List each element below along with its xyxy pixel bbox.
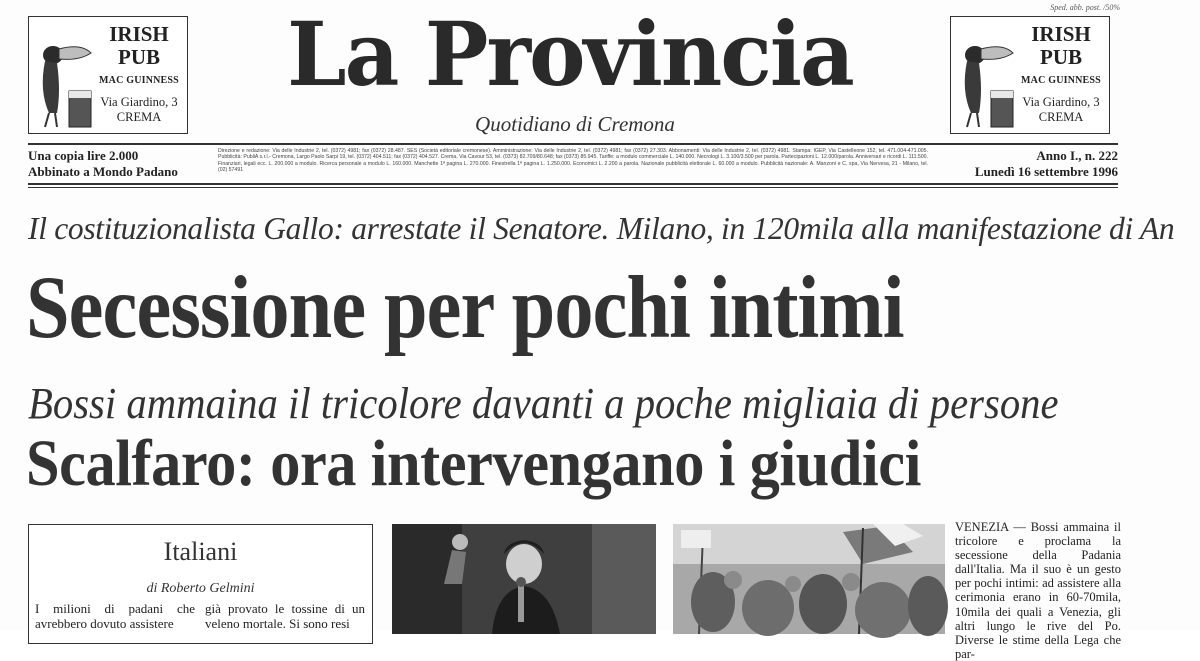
postal-note: Sped. abb. post. /50% bbox=[1050, 3, 1120, 12]
deck-headline[interactable]: Bossi ammaina il tricolore davanti a poche migliaia di persone bbox=[28, 379, 1059, 428]
editorial-author: di Roberto Gelmini bbox=[146, 581, 255, 596]
main-headline[interactable]: Secessione per pochi intimi bbox=[26, 259, 904, 357]
ad-box-right[interactable] bbox=[950, 16, 1110, 134]
ad-address: Via Giardino, 3 CREMA bbox=[1022, 95, 1100, 124]
rule-divider bbox=[28, 187, 1118, 188]
imprint-text: Direzione e redazione: Via delle Industrie 2, tel. (0372) 4981; fax (0372) 28.487. SES (Società editoriale cremonese). Amministrazione: Via delle Industrie 2, tel. (0372) 4981; fax (0372) 27.303. Abbonamenti: Via delle Industrie 2, tel. (0372) 4981. Stampa: IGEP, Via Castelleone 152, tel. 471.004-471.005. Pubblicità: PubliA s.r.l.- Cremona, Largo Paolo Sarpi 19, tel. (0372) 404.511; fax (0372) 404.527. Crema, Via Cavour 53, tel. (0373) 82.709/80.648; fax (0373) 85.945. Tariffe: a modulo commerciale L. 140.000. Necrologi L. 3.100/3.500 per parola. Partecipazioni L. 12.000/parola. Anniversari e ricordi L. 111.500. Finanziari, legali ecc. L. 200.000 a modulo. Ricerca personale a modulo L. 160.000. Manchette 1ª pagina L. 270.000. Finestrella 1ª pagina L. 1.250.000. Economici L. 2.200 a parola. Nazionale pubblicità elettorale L. 60.000 a modulo. Pubblicità nazionale: A. Manzoni e C. spa, Via Nervesa, 21 - Milano, tel. (02) 57491 bbox=[218, 148, 928, 174]
rule-divider bbox=[28, 183, 1118, 185]
speaker-image bbox=[392, 524, 656, 634]
toucan-glass-icon bbox=[33, 31, 97, 131]
second-headline[interactable]: Scalfaro: ora intervengano i giudici bbox=[26, 427, 921, 500]
article-lead[interactable]: VENEZIA — Bossi ammaina il tricolore e proclama la secessione della Padania dall'Italia. Ma il suo è un gesto per pochi intimi: ad assistere alla cerimonia erano in 60-70mila, 10mila dei quali a Venezia, gli altri lungo le rive del Po. Diverse le stime della Lega che par- bbox=[955, 520, 1121, 661]
issue-info: Anno I., n. 222 Lunedì 16 settembre 1996 bbox=[974, 148, 1118, 179]
editorial-title: Italiani bbox=[163, 537, 238, 566]
toucan-glass-icon bbox=[955, 31, 1019, 131]
photo-crowd[interactable] bbox=[673, 524, 945, 634]
masthead-subtitle: Quotidiano di Cremona bbox=[475, 112, 675, 136]
ad-brand: MAC GUINNESS bbox=[1021, 75, 1101, 86]
editorial-column: I milioni di padani che avrebbero dovuto assistere bbox=[35, 601, 195, 631]
editorial-column: già provato le tossine di un veleno mortale. Si sono resi bbox=[205, 601, 365, 631]
ad-title: IRISH PUB bbox=[109, 22, 169, 69]
ad-brand: MAC GUINNESS bbox=[99, 75, 179, 86]
masthead-title[interactable]: La Provincia bbox=[287, 2, 853, 106]
kicker-headline[interactable]: Il costituzionalista Gallo: arrestate il Senatore. Milano, in 120mila alla manifestazione di An bbox=[28, 211, 1175, 246]
editorial-box[interactable] bbox=[28, 524, 373, 644]
price-info: Una copia lire 2.000 Abbinato a Mondo Padano bbox=[28, 148, 178, 179]
photo-speaker[interactable] bbox=[392, 524, 656, 634]
rule-divider bbox=[28, 143, 1118, 145]
ad-box-left[interactable] bbox=[28, 16, 188, 134]
crowd-image bbox=[673, 524, 945, 634]
ad-address: Via Giardino, 3 CREMA bbox=[100, 95, 178, 124]
ad-title: IRISH PUB bbox=[1031, 22, 1091, 69]
